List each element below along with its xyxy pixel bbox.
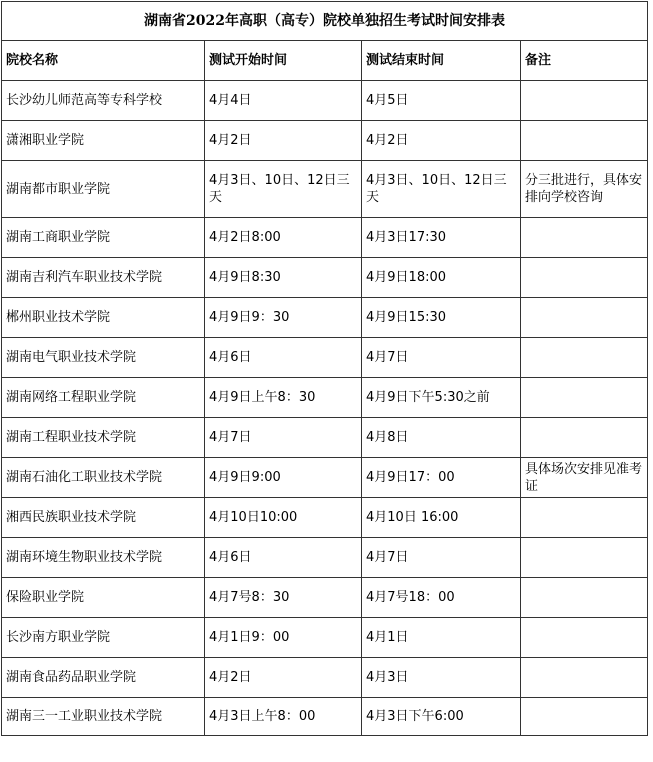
end-time: 4月7号18：00 bbox=[362, 578, 521, 618]
table-row bbox=[2, 298, 648, 338]
end-time: 4月10日 16:00 bbox=[362, 498, 521, 538]
table-row bbox=[2, 161, 648, 218]
table-row bbox=[2, 458, 648, 498]
note bbox=[521, 121, 648, 161]
note bbox=[521, 298, 648, 338]
start-time: 4月9日上午8：30 bbox=[205, 378, 362, 418]
school-name: 长沙南方职业学院 bbox=[2, 618, 205, 658]
table-row bbox=[2, 378, 648, 418]
school-name: 湖南网络工程职业学院 bbox=[2, 378, 205, 418]
note bbox=[521, 418, 648, 458]
table-title: 湖南省2022年高职（高专）院校单独招生考试时间安排表 bbox=[2, 2, 648, 41]
header-end-time: 测试结束时间 bbox=[362, 41, 521, 81]
note bbox=[521, 378, 648, 418]
start-time: 4月10日10:00 bbox=[205, 498, 362, 538]
note bbox=[521, 578, 648, 618]
table-row bbox=[2, 658, 648, 698]
start-time: 4月4日 bbox=[205, 81, 362, 121]
end-time: 4月5日 bbox=[362, 81, 521, 121]
school-name: 湖南吉利汽车职业技术学院 bbox=[2, 258, 205, 298]
table-row bbox=[2, 618, 648, 658]
start-time: 4月2日 bbox=[205, 658, 362, 698]
table-row bbox=[2, 258, 648, 298]
end-time: 4月9日17：00 bbox=[362, 458, 521, 498]
note: 分三批进行，具体安排向学校咨询 bbox=[521, 161, 648, 218]
note bbox=[521, 81, 648, 121]
end-time: 4月7日 bbox=[362, 338, 521, 378]
end-time: 4月2日 bbox=[362, 121, 521, 161]
end-time: 4月9日15:30 bbox=[362, 298, 521, 338]
school-name: 潇湘职业学院 bbox=[2, 121, 205, 161]
note bbox=[521, 618, 648, 658]
school-name: 保险职业学院 bbox=[2, 578, 205, 618]
note: 具体场次安排见准考证 bbox=[521, 458, 648, 498]
table-row bbox=[2, 418, 648, 458]
note bbox=[521, 498, 648, 538]
school-name: 湖南工商职业学院 bbox=[2, 218, 205, 258]
end-time: 4月3日17:30 bbox=[362, 218, 521, 258]
school-name: 湖南石油化工职业技术学院 bbox=[2, 458, 205, 498]
school-name: 湖南电气职业技术学院 bbox=[2, 338, 205, 378]
note bbox=[521, 338, 648, 378]
note bbox=[521, 698, 648, 736]
start-time: 4月2日 bbox=[205, 121, 362, 161]
start-time: 4月9日9：30 bbox=[205, 298, 362, 338]
end-time: 4月9日下午5:30之前 bbox=[362, 378, 521, 418]
end-time: 4月3日下午6:00 bbox=[362, 698, 521, 736]
school-name: 湖南都市职业学院 bbox=[2, 161, 205, 218]
school-name: 湘西民族职业技术学院 bbox=[2, 498, 205, 538]
school-name: 湖南食品药品职业学院 bbox=[2, 658, 205, 698]
start-time: 4月3日、10日、12日三天 bbox=[205, 161, 362, 218]
start-time: 4月6日 bbox=[205, 338, 362, 378]
end-time: 4月3日 bbox=[362, 658, 521, 698]
end-time: 4月1日 bbox=[362, 618, 521, 658]
school-name: 湖南环境生物职业技术学院 bbox=[2, 538, 205, 578]
table-row bbox=[2, 218, 648, 258]
exam-schedule-table bbox=[1, 1, 648, 736]
table-row bbox=[2, 121, 648, 161]
end-time: 4月3日、10日、12日三天 bbox=[362, 161, 521, 218]
table-row bbox=[2, 698, 648, 736]
start-time: 4月9日8:30 bbox=[205, 258, 362, 298]
school-name: 郴州职业技术学院 bbox=[2, 298, 205, 338]
start-time: 4月2日8:00 bbox=[205, 218, 362, 258]
start-time: 4月3日上午8：00 bbox=[205, 698, 362, 736]
note bbox=[521, 258, 648, 298]
start-time: 4月1日9：00 bbox=[205, 618, 362, 658]
header-start-time: 测试开始时间 bbox=[205, 41, 362, 81]
note bbox=[521, 658, 648, 698]
table-row bbox=[2, 338, 648, 378]
end-time: 4月7日 bbox=[362, 538, 521, 578]
end-time: 4月9日18:00 bbox=[362, 258, 521, 298]
table-row bbox=[2, 81, 648, 121]
school-name: 湖南三一工业职业技术学院 bbox=[2, 698, 205, 736]
note bbox=[521, 218, 648, 258]
header-school: 院校名称 bbox=[2, 41, 205, 81]
end-time: 4月8日 bbox=[362, 418, 521, 458]
table-row bbox=[2, 578, 648, 618]
start-time: 4月7日 bbox=[205, 418, 362, 458]
start-time: 4月9日9:00 bbox=[205, 458, 362, 498]
header-note: 备注 bbox=[521, 41, 648, 81]
start-time: 4月7号8：30 bbox=[205, 578, 362, 618]
start-time: 4月6日 bbox=[205, 538, 362, 578]
school-name: 长沙幼儿师范高等专科学校 bbox=[2, 81, 205, 121]
note bbox=[521, 538, 648, 578]
table-row bbox=[2, 538, 648, 578]
school-name: 湖南工程职业技术学院 bbox=[2, 418, 205, 458]
table-row bbox=[2, 498, 648, 538]
